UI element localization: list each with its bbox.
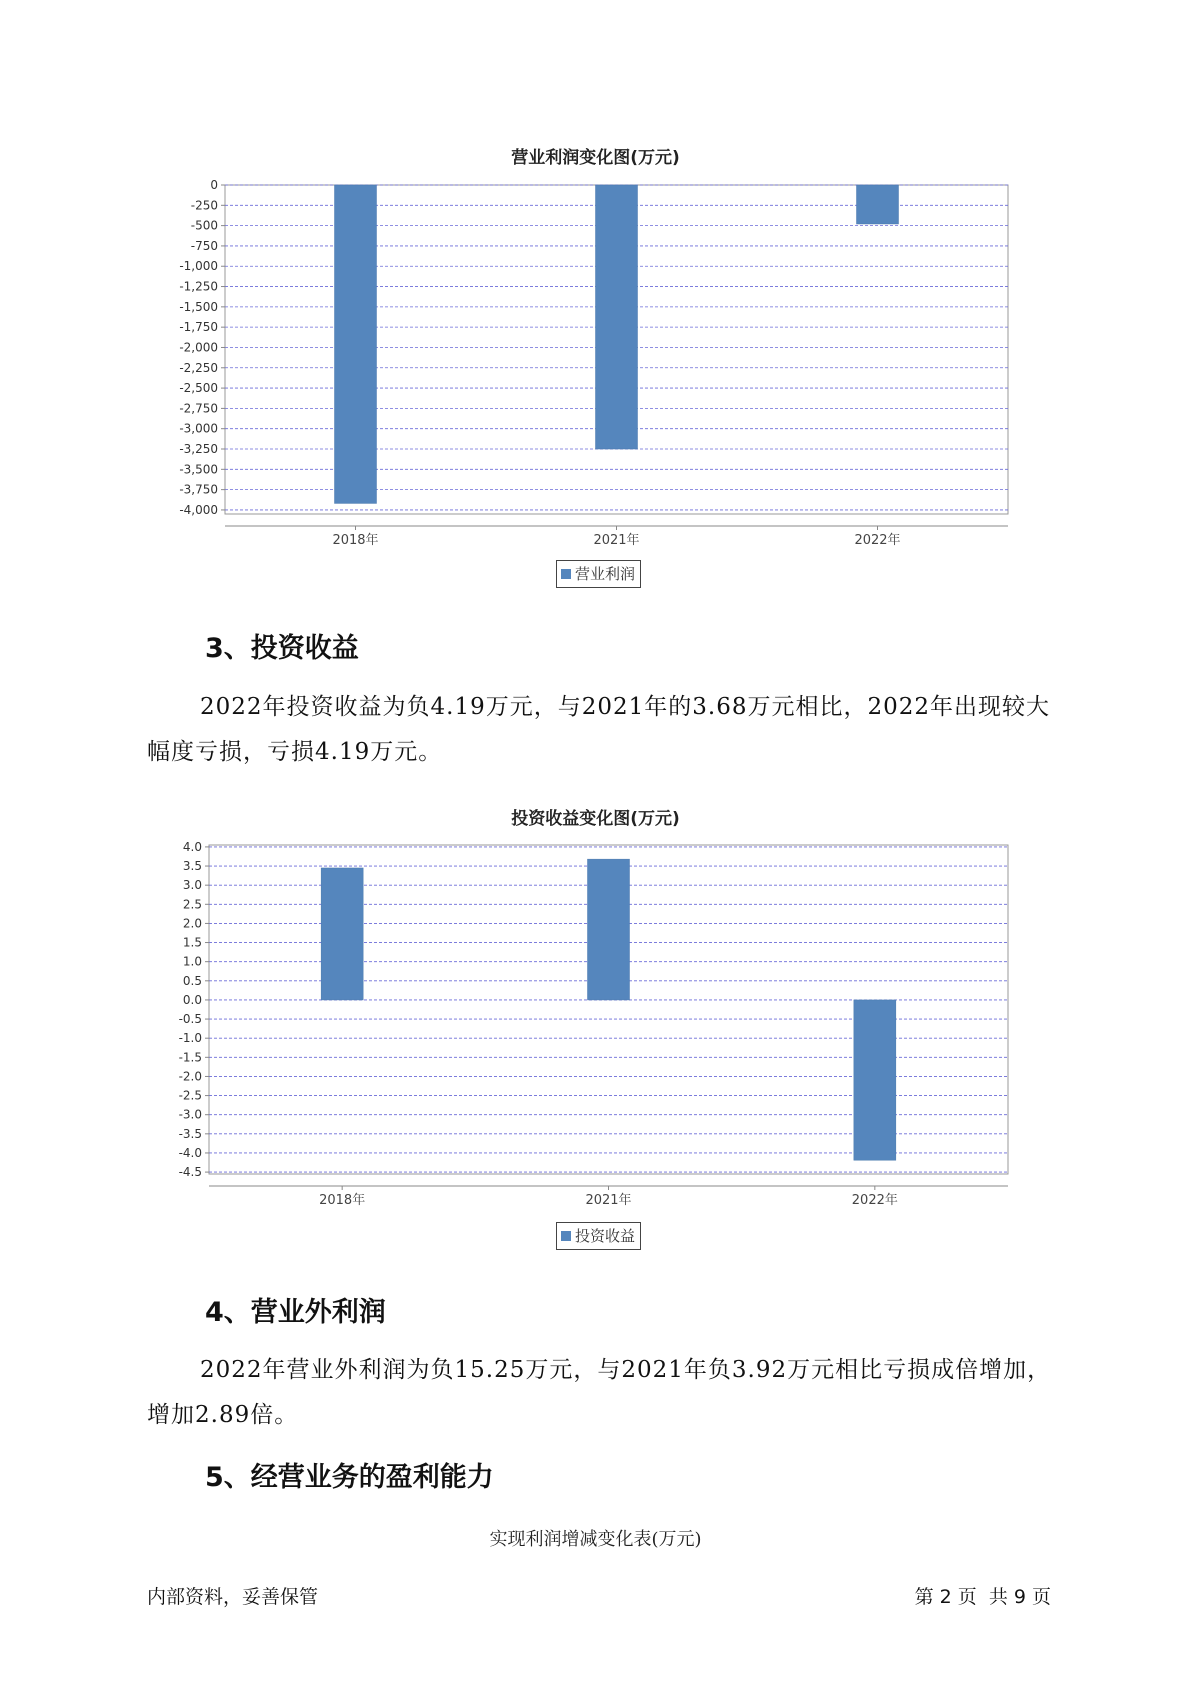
y-tick-label: -2,500	[179, 381, 218, 396]
section-4-heading: 4、营业外利润	[205, 1297, 386, 1328]
y-tick-label: -4.0	[178, 1145, 202, 1160]
y-tick-label: -3.0	[178, 1107, 202, 1122]
y-tick-label: 1.0	[182, 954, 202, 969]
y-tick-label: -2,750	[179, 401, 218, 416]
bar-2022年	[854, 1000, 896, 1160]
bar-2018年	[321, 868, 363, 1000]
x-tick-label: 2018年	[332, 533, 379, 548]
y-tick-label: 3.5	[182, 859, 202, 874]
x-tick-label: 2022年	[854, 533, 901, 548]
y-tick-label: -3.5	[178, 1126, 202, 1141]
section-4-paragraph: 2022年营业外利润为负15.25万元，与2021年负3.92万元相比亏损成倍增加，增加2.89倍。	[147, 1357, 1052, 1428]
operating-profit-chart-title: 营业利润变化图(万元)	[511, 148, 680, 168]
x-tick-label: 2021年	[585, 1193, 632, 1208]
y-tick-label: -2,250	[179, 360, 218, 375]
section-3-heading: 3、投资收益	[205, 633, 359, 664]
y-tick-label: -250	[190, 198, 218, 213]
y-tick-label: 0.0	[182, 992, 202, 1007]
footer-page-number: 第 2 页 共 9 页	[914, 1586, 1051, 1608]
y-tick-label: -4.5	[178, 1165, 202, 1180]
legend-label: 营业利润	[575, 565, 636, 583]
y-tick-label: -0.5	[178, 1012, 202, 1027]
x-tick-label: 2018年	[319, 1193, 366, 1208]
y-tick-label: -1,500	[179, 299, 218, 314]
y-tick-label: -3,500	[179, 462, 218, 477]
bar-2021年	[588, 859, 630, 1000]
investment-income-legend	[556, 1222, 641, 1250]
footer-confidential-note: 内部资料，妥善保管	[147, 1586, 319, 1608]
y-tick-label: -3,250	[179, 442, 218, 457]
y-tick-label: -2.0	[178, 1069, 202, 1084]
y-tick-label: -500	[190, 218, 218, 233]
section-5-heading: 5、经营业务的盈利能力	[205, 1462, 494, 1493]
y-tick-label: -1,750	[179, 320, 218, 335]
y-tick-label: -1.5	[178, 1050, 202, 1065]
y-tick-label: -1,000	[179, 259, 218, 274]
y-tick-label: 4.0	[182, 839, 202, 854]
y-tick-label: -750	[190, 238, 218, 253]
table-caption: 实现利润增减变化表(万元)	[489, 1529, 702, 1550]
y-tick-label: -1.0	[178, 1031, 202, 1046]
legend-label: 投资收益	[575, 1227, 636, 1245]
y-tick-label: -3,750	[179, 482, 218, 497]
y-tick-label: 0.5	[182, 973, 202, 988]
y-tick-label: -2.5	[178, 1088, 202, 1103]
legend-swatch	[561, 1231, 571, 1241]
y-tick-label: -3,000	[179, 421, 218, 436]
y-tick-label: 1.5	[182, 935, 202, 950]
y-tick-label: 3.0	[182, 878, 202, 893]
y-tick-label: 2.0	[182, 916, 202, 931]
section-3-paragraph: 2022年投资收益为负4.19万元，与2021年的3.68万元相比，2022年出现较大幅度亏损，亏损4.19万元。	[147, 694, 1051, 765]
x-tick-label: 2021年	[593, 533, 640, 548]
y-tick-label: 2.5	[182, 897, 202, 912]
investment-income-chart-title: 投资收益变化图(万元)	[511, 809, 680, 829]
y-tick-label: -4,000	[179, 502, 218, 517]
y-tick-label: -2,000	[179, 340, 218, 355]
y-tick-label: 0	[210, 178, 218, 192]
y-tick-label: -1,250	[179, 279, 218, 294]
x-tick-label: 2022年	[851, 1193, 898, 1208]
